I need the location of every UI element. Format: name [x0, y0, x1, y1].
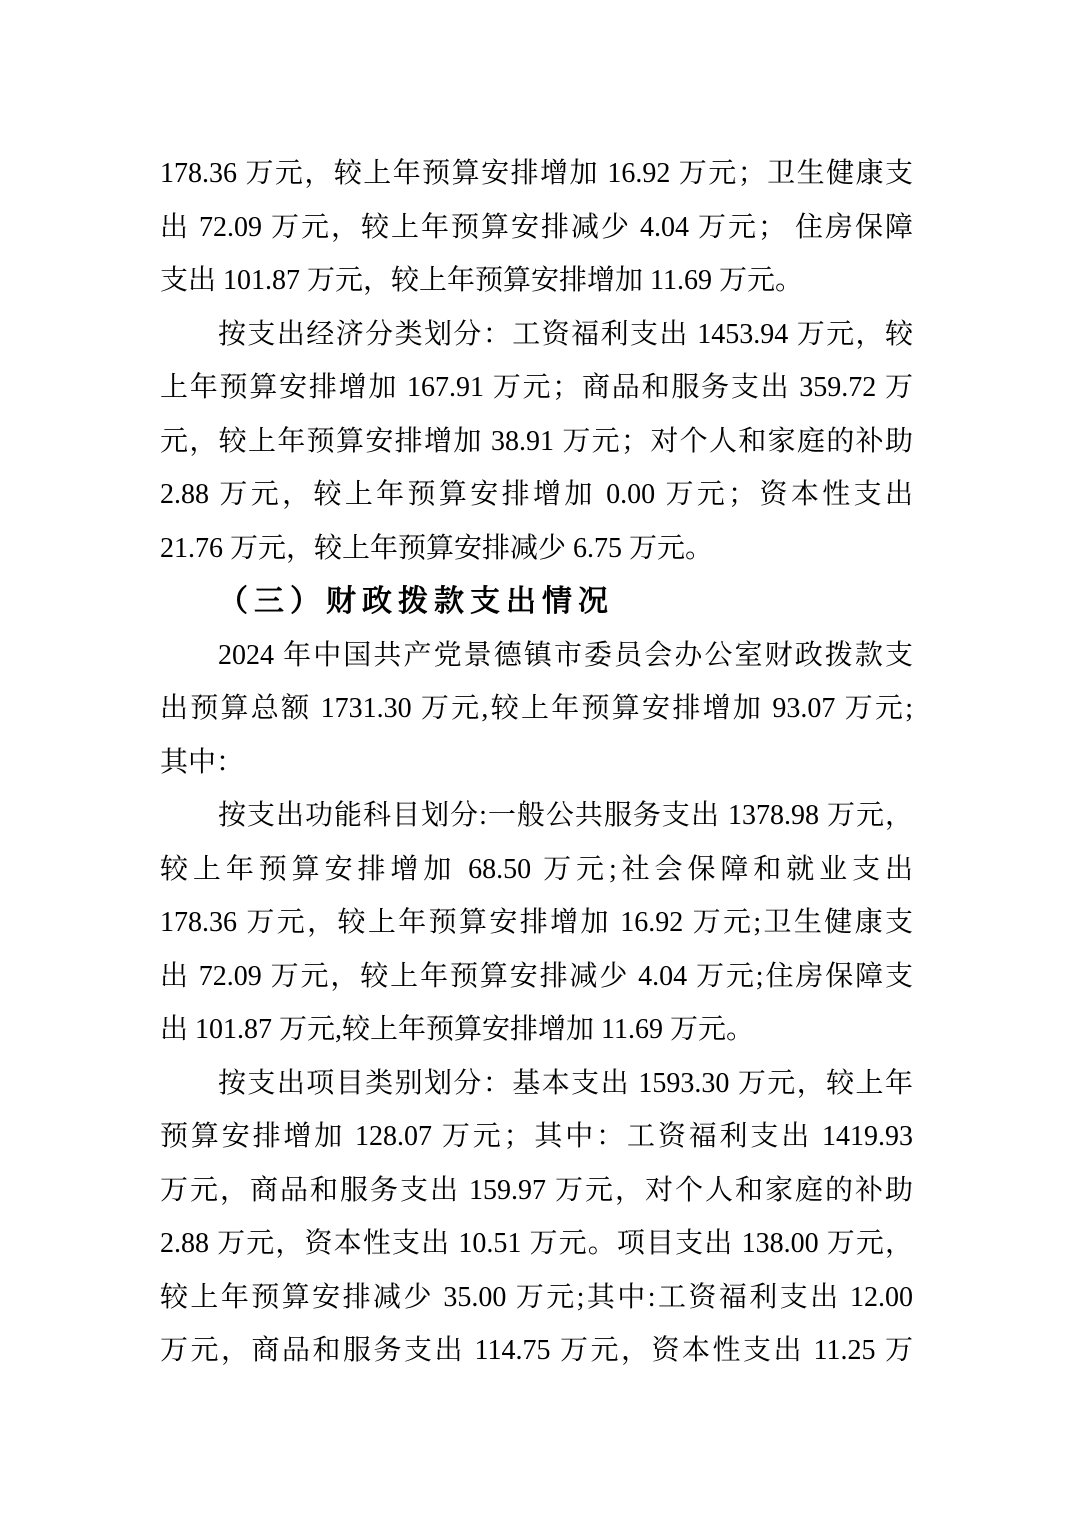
document-content	[160, 147, 913, 1378]
paragraph-project-category-classification-line: 万元，商品和服务支出 114.75 万元，资本性支出 11.25 万	[160, 1335, 913, 1366]
paragraph-functional-expense-continued-line: 支出 101.87 万元，较上年预算安排增加 11.69 万元。	[160, 265, 803, 296]
paragraph-functional-subject-classification-line: 出 101.87 万元,较上年预算安排增加 11.69 万元。	[160, 1014, 754, 1045]
paragraph-appropriation-total-line: 其中：	[160, 746, 245, 778]
paragraph-appropriation-total-line: 出预算总额 1731.30 万元,较上年预算安排增加 93.07 万元;	[160, 693, 913, 724]
paragraph-project-category-classification-line: 预算安排增加 128.07 万元；其中：工资福利支出 1419.93	[160, 1121, 913, 1152]
paragraph-functional-expense-continued-line: 出 72.09 万元，较上年预算安排减少 4.04 万元； 住房保障	[160, 211, 913, 243]
section-heading-3: （三）财政拨款支出情况	[218, 585, 614, 618]
paragraph-appropriation-total-line: 2024 年中国共产党景德镇市委员会办公室财政拨款支	[218, 639, 913, 671]
paragraph-functional-subject-classification-line: 按支出功能科目划分:一般公共服务支出 1378.98 万元，	[218, 800, 913, 831]
paragraph-economic-classification-line: 按支出经济分类划分：工资福利支出 1453.94 万元，较	[218, 318, 913, 350]
paragraph-economic-classification-line: 元，较上年预算安排增加 38.91 万元；对个人和家庭的补助	[160, 425, 913, 457]
paragraph-economic-classification-line: 2.88 万元，较上年预算安排增加 0.00 万元；资本性支出	[160, 479, 913, 510]
paragraph-project-category-classification-line: 2.88 万元，资本性支出 10.51 万元。项目支出 138.00 万元，	[160, 1228, 913, 1259]
paragraph-economic-classification-line: 21.76 万元，较上年预算安排减少 6.75 万元。	[160, 532, 714, 564]
paragraph-functional-subject-classification-line: 178.36 万元，较上年预算安排增加 16.92 万元;卫生健康支	[160, 907, 913, 938]
paragraph-functional-expense-continued-line: 178.36 万元，较上年预算安排增加 16.92 万元；卫生健康支	[160, 158, 913, 189]
paragraph-project-category-classification-line: 万元，商品和服务支出 159.97 万元，对个人和家庭的补助	[160, 1174, 913, 1206]
paragraph-project-category-classification-line: 按支出项目类别划分：基本支出 1593.30 万元，较上年	[218, 1067, 913, 1099]
paragraph-economic-classification-line: 上年预算安排增加 167.91 万元；商品和服务支出 359.72 万	[160, 372, 913, 403]
paragraph-project-category-classification-line: 较上年预算安排减少 35.00 万元;其中:工资福利支出 12.00	[160, 1281, 913, 1313]
paragraph-functional-subject-classification-line: 出 72.09 万元，较上年预算安排减少 4.04 万元;住房保障支	[160, 960, 913, 992]
paragraph-functional-subject-classification-line: 较上年预算安排增加 68.50 万元;社会保障和就业支出	[160, 853, 913, 885]
